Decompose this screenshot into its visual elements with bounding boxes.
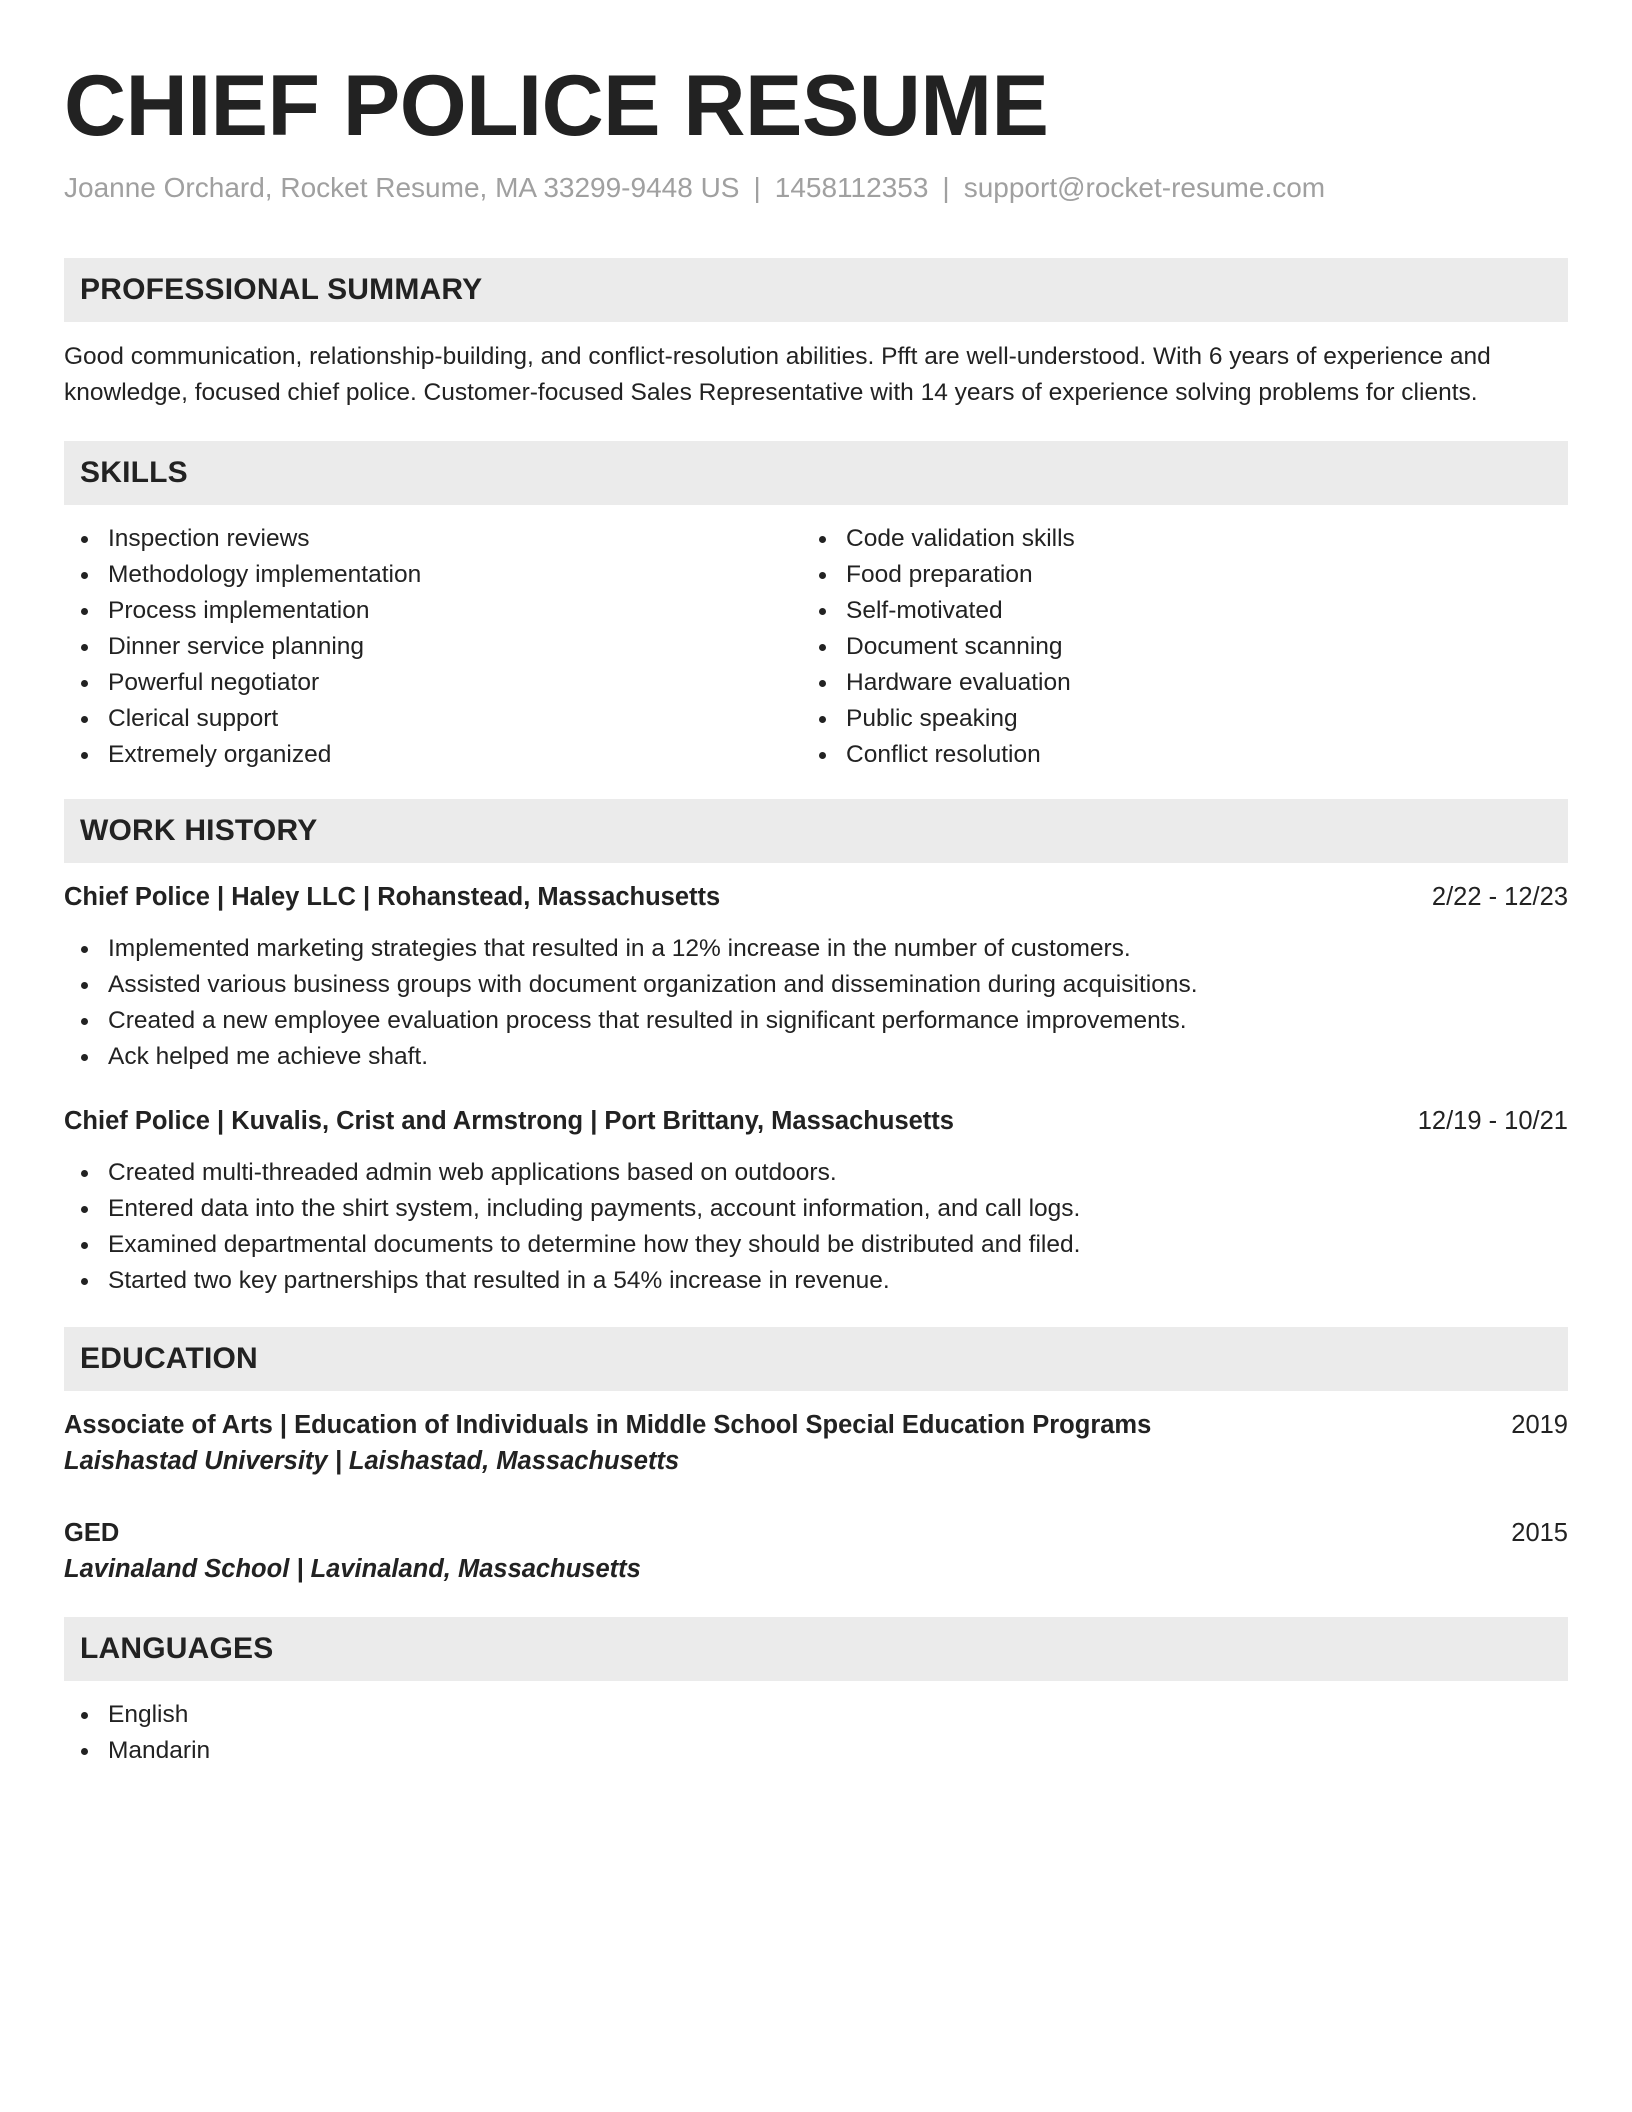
job-dates: 12/19 - 10/21	[1417, 1107, 1568, 1135]
education-entry	[64, 1407, 1568, 1479]
education-degree: Associate of Arts | Education of Individuals in Middle School Special Education Programs	[64, 1411, 1152, 1439]
contact-line	[64, 170, 1568, 206]
contact-phone: 1458112353	[774, 172, 929, 203]
job-bullet: Implemented marketing strategies that resulted in a 12% increase in the number of customers.	[64, 931, 1568, 967]
skills-column-left	[64, 521, 802, 773]
skill-item: Methodology implementation	[64, 557, 802, 593]
skill-item: Clerical support	[64, 701, 802, 737]
skill-item: Hardware evaluation	[802, 665, 1540, 701]
job-entry	[64, 879, 1568, 1075]
skill-item: Dinner service planning	[64, 629, 802, 665]
education-school: Lavinaland School | Lavinaland, Massachusetts	[64, 1555, 641, 1583]
job-bullet: Created multi-threaded admin web applications based on outdoors.	[64, 1155, 1568, 1191]
skills-heading: SKILLS	[64, 441, 1568, 505]
contact-address: Joanne Orchard, Rocket Resume, MA 33299-9448 US	[64, 172, 740, 203]
skill-item: Process implementation	[64, 593, 802, 629]
job-dates: 2/22 - 12/23	[1431, 883, 1568, 911]
skill-item: Document scanning	[802, 629, 1540, 665]
summary-heading: PROFESSIONAL SUMMARY	[64, 258, 1568, 322]
job-bullet: Examined departmental documents to determine how they should be distributed and filed.	[64, 1227, 1568, 1263]
skills-column-right	[802, 521, 1540, 773]
job-title: Chief Police | Kuvalis, Crist and Armstrong | Port Brittany, Massachusetts	[64, 1107, 954, 1135]
skill-item: Conflict resolution	[802, 737, 1540, 773]
education-year: 2019	[1511, 1411, 1568, 1439]
resume-title: CHIEF POLICE RESUME	[64, 58, 1049, 154]
education-school: Laishastad University | Laishastad, Massachusetts	[64, 1447, 680, 1475]
skill-item: Self-motivated	[802, 593, 1540, 629]
job-bullet: Created a new employee evaluation process that resulted in significant performance improvements.	[64, 1003, 1568, 1039]
contact-separator: |	[942, 172, 950, 203]
education-year: 2015	[1511, 1519, 1568, 1547]
skill-item: Public speaking	[802, 701, 1540, 737]
skill-item: Code validation skills	[802, 521, 1540, 557]
skill-item: Food preparation	[802, 557, 1540, 593]
skill-item: Inspection reviews	[64, 521, 802, 557]
education-header	[64, 1515, 1568, 1551]
job-header	[64, 879, 1568, 915]
education-header	[64, 1407, 1568, 1443]
job-title: Chief Police | Haley LLC | Rohanstead, Massachusetts	[64, 883, 721, 911]
job-bullets	[64, 931, 1568, 1075]
education-heading: EDUCATION	[64, 1327, 1568, 1391]
contact-separator: |	[753, 172, 761, 203]
job-bullet: Started two key partnerships that resulted in a 54% increase in revenue.	[64, 1263, 1568, 1299]
contact-email: support@rocket-resume.com	[963, 172, 1326, 203]
language-item: Mandarin	[64, 1733, 1568, 1769]
languages-heading: LANGUAGES	[64, 1617, 1568, 1681]
job-header	[64, 1103, 1568, 1139]
job-bullet: Entered data into the shirt system, including payments, account information, and call logs.	[64, 1191, 1568, 1227]
work-history-heading: WORK HISTORY	[64, 799, 1568, 863]
skills-grid	[64, 521, 1568, 773]
languages-list	[64, 1697, 1568, 1769]
job-bullet: Assisted various business groups with document organization and dissemination during acquisitions.	[64, 967, 1568, 1003]
education-degree: GED	[64, 1519, 120, 1547]
job-entry	[64, 1103, 1568, 1299]
job-bullet: Ack helped me achieve shaft.	[64, 1039, 1568, 1075]
language-item: English	[64, 1697, 1568, 1733]
summary-text: Good communication, relationship-building, and conflict-resolution abilities. Pfft are well-understood. With 6 years of experience and knowledge, focused chief police. Customer-focused Sales Representative with 14 years of experience solving problems for clients.	[64, 343, 1491, 406]
education-entry	[64, 1515, 1568, 1587]
skill-item: Powerful negotiator	[64, 665, 802, 701]
job-bullets	[64, 1155, 1568, 1299]
skill-item: Extremely organized	[64, 737, 802, 773]
